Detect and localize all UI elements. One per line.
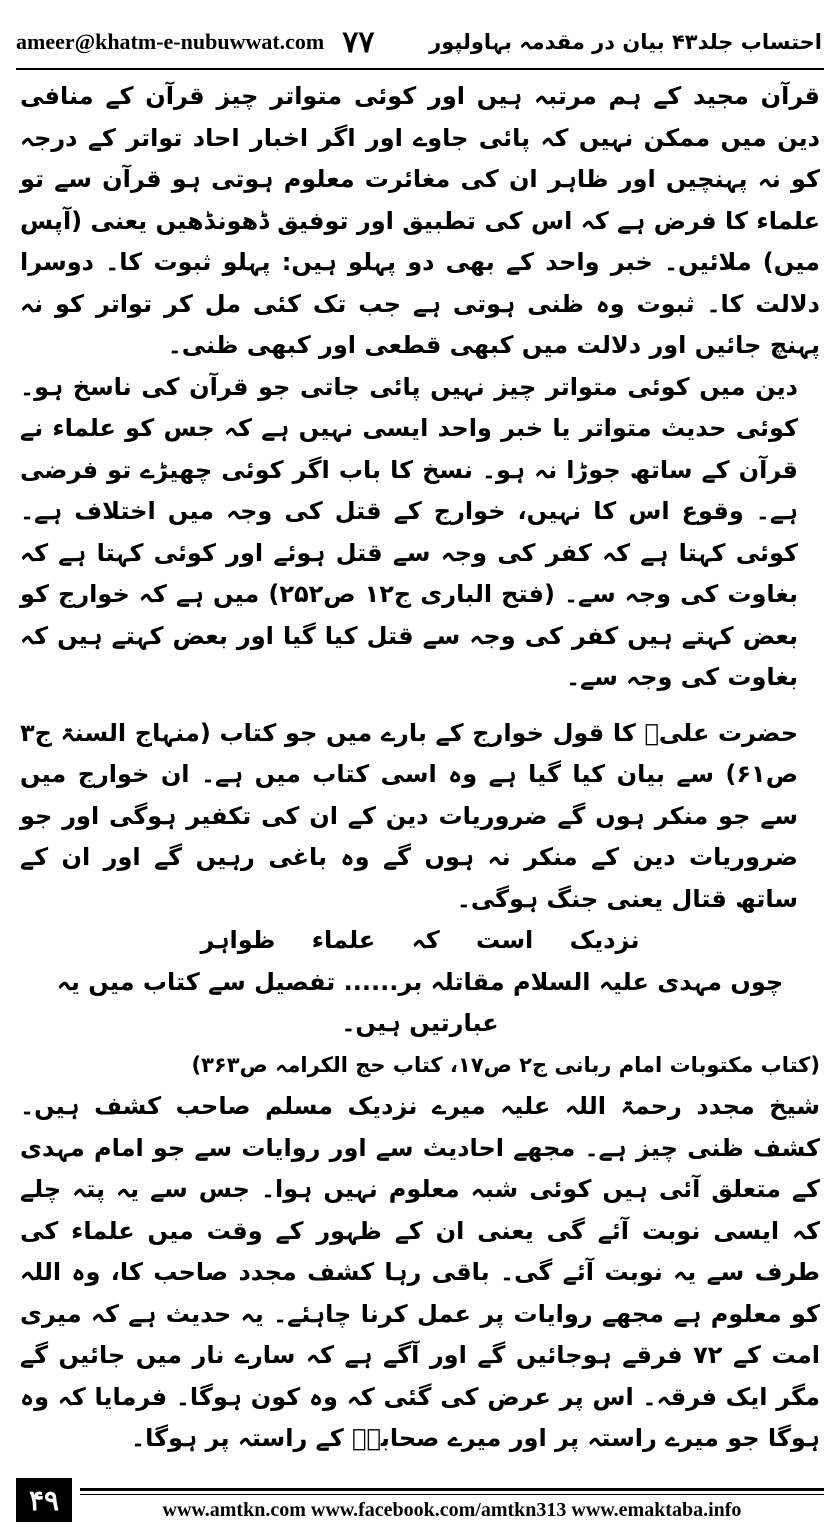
paragraph-last: شیخ مجدد رحمۃ اللہ علیہ میرے نزدیک مسلم صاحب کشف ہیں۔ کشف ظنی چیز ہے۔ مجھے احادیث سے اور روایات سے جو امام مہدی کے متعلق آئی ہیں کوئی شبہ معلوم نہیں ہوا۔ جس سے یہ پتہ چلے کہ ایسی نوبت آئے گی یعنی ان کے ظہور کے وقت میں علماء کی طرف سے یہ نوبت آئے گی۔ باقی رہا کشف مجدد صاحب کا، وہ اللہ کو معلوم ہے مجھے روایات پر عمل کرنا چاہئے۔ یہ حدیث ہے کہ میری امت کے ۷۲ فرقے ہوجائیں گے اور آگے ہے کہ سارے نار میں جائیں گے مگر ایک فرقہ۔ اس پر عرض کی گئی کہ وہ کون ہوگا۔ فرمایا کہ وہ ہوگا جو میرے راستہ پر اور میرے صحابہؓ کے راستہ پر ہوگا۔	[20, 1092, 820, 1452]
quote-line: نزدیک است کہ علماء ظواہر	[200, 926, 640, 954]
body-text	[20, 76, 820, 1460]
header-email: ameer@khatm-e-nubuwwat.com	[16, 29, 325, 54]
quote-line-2: چوں مہدی علیہ السلام مقاتلہ بر...... تفصیل سے کتاب میں یہ عبارتیں ہیں۔	[56, 967, 784, 1037]
header-left	[16, 25, 375, 60]
page-header	[16, 20, 822, 64]
header-page-number: ۷۷	[342, 24, 375, 60]
reference-citation: (کتاب مکتوبات امام ربانی ج۲ ص۱۷، کتاب حج الکرامہ ص۳۶۳)	[191, 1052, 820, 1077]
paragraph-gap	[20, 699, 820, 713]
footer-right	[80, 1488, 824, 1522]
footer-page-number: ۴۹	[16, 1478, 72, 1522]
paragraph-2: دین میں کوئی متواتر چیز نہیں پائی جاتی جو قرآن کی ناسخ ہو۔ کوئی حدیث متواتر یا خبر واحد ایسی نہیں ہے کہ جس کو علماء نے قرآن کے ساتھ جوڑا نہ ہو۔ نسخ کا باب اگر کوئی چھیڑے تو فرضی ہے۔ وقوع اس کا نہیں، خوارج کے قتل کی وجہ میں اختلاف ہے۔ کوئی کہتا ہے کہ کفر کی وجہ سے قتل ہوئے اور کوئی کہتا ہے کہ بغاوت کی وجہ سے۔ (فتح الباری ج۱۲ ص۲۵۲) میں ہے کہ خوارج کو بعض کہتے ہیں کفر کی وجہ سے قتل کیا گیا اور بعض کہتے ہیں کہ بغاوت کی وجہ سے۔	[20, 372, 798, 691]
footer-rule	[80, 1488, 824, 1495]
paragraph-3: حضرت علیؓ کا قول خوارج کے بارے میں جو کتاب (منہاج السنۃ ج۳ ص۶۱) سے بیان کیا گیا ہے وہ اسی کتاب میں ہے۔ ان خوارج میں سے جو منکر ہوں گے ضروریات دین کے ان کی تکفیر ہوگی اور جو ضروریات دین کے منکر نہ ہوں گے وہ باغی رہیں گے اور ان کے ساتھ قتال یعنی جنگ ہوگی۔	[20, 718, 798, 913]
header-title: احتساب جلد۴۳ بیان در مقدمہ بہاولپور	[429, 30, 822, 54]
paragraph-1: قرآن مجید کے ہم مرتبہ ہیں اور کوئی متواتر چیز قرآن کے منافی دین میں ممکن نہیں کہ پائی جاوے اور اگر اخبار احاد تواتر کے درجہ کو نہ پہنچیں اور ظاہر ان کی مغائرت معلوم ہوتی ہو قرآن سے تو علماء کا فرض ہے کہ اس کی تطبیق اور توفیق ڈھونڈھیں یعنی (آپس میں) ملائیں۔ خبر واحد کے بھی دو پہلو ہیں: پہلو ثبوت کا۔ دوسرا دلالت کا۔ ثبوت وہ ظنی ہوتی ہے جب تک کئی مل کر تواتر کو نہ پہنچ جائیں اور دلالت میں کبھی قطعی اور کبھی ظنی۔	[20, 82, 820, 359]
footer-urls: www.amtkn.com www.facebook.com/amtkn313 www.emaktaba.info	[162, 1499, 742, 1521]
page-footer	[16, 1476, 824, 1522]
header-rule	[16, 68, 824, 70]
